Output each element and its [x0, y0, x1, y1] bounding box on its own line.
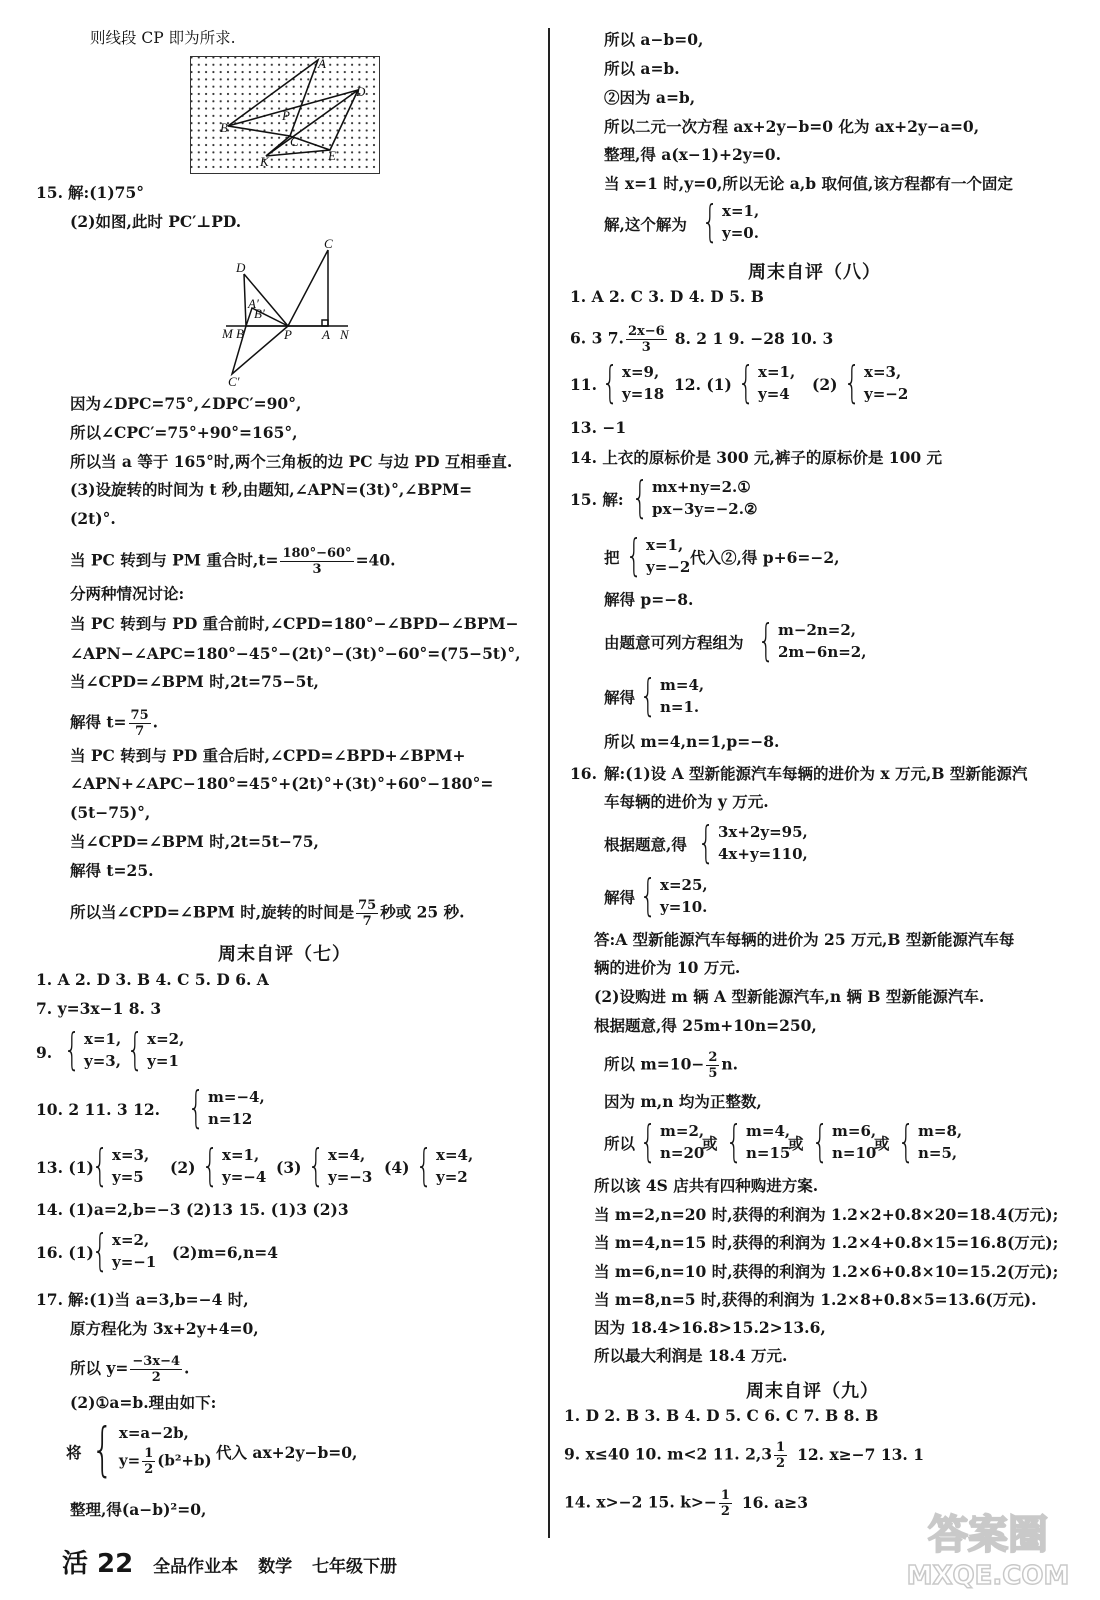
svg-text:D: D [356, 84, 366, 99]
fraction-line: 9. x≤40 10. m<2 11. 2,3 $\frac{1}{2}$ 12. x≥−7 13. 1 [564, 1440, 924, 1471]
text-line: (2)①a=b.理由如下: [70, 1393, 217, 1412]
text-line: 当 PC 转到与 PD 重合后时,∠CPD=∠BPD+∠BPM+ [70, 746, 466, 765]
svg-text:A′: A′ [248, 296, 259, 311]
fraction-line: 所以 y= $\frac{-3x-4}{2}$ . [70, 1354, 190, 1385]
text-line: 当 m=8,n=5 时,获得的利润为 1.2×8+0.8×5=13.6(万元). [594, 1290, 1037, 1309]
answer-line: 14. (1)a=2,b=−3 (2)13 15. (1)3 (2)3 [36, 1200, 349, 1219]
text-line: 所以 a−b=0, [604, 30, 704, 49]
svg-text:E: E [328, 148, 336, 163]
svg-text:D: D [236, 260, 246, 275]
question-number: 16. [570, 764, 597, 783]
svg-text:N: N [340, 327, 349, 342]
answer-line: 13. −1 [570, 418, 627, 437]
answer-line: 14. 上衣的原标价是 300 元,裤子的原标价是 100 元 [570, 448, 943, 467]
text-line: 或 [702, 1134, 718, 1153]
answer-line: 10. 2 11. 3 12. [36, 1100, 161, 1119]
text-line: 或 [874, 1134, 890, 1153]
equation-system: { m=8, n=5, [897, 1116, 963, 1167]
text-line: 根据题意,得 [604, 835, 687, 854]
fraction-line: 当 PC 转到与 PM 重合时,t= $\frac{180^\circ-60^\circ}{3}$ =40. [70, 546, 396, 577]
answer-line: 1. D 2. B 3. B 4. D 5. C 6. C 7. B 8. B [564, 1406, 879, 1425]
equation-system: { mx+ny=2.① px−3y=−2.② [631, 472, 758, 523]
svg-text:MXQE.COM: MXQE.COM [906, 1561, 1070, 1591]
text-line: 所以∠CPC′=75°+90°=165°, [70, 423, 298, 442]
equation-system: { m=2, n=20 [639, 1116, 705, 1167]
svg-text:P: P [284, 327, 292, 342]
text-line: (3)设旋转的时间为 t 秒,由题知,∠APN=(3t)°,∠BPM= [70, 480, 473, 499]
text-line: 解:(1)设 A 型新能源汽车每辆的进价为 x 万元,B 型新能源汽 [604, 764, 1028, 783]
text-line: 所以 m=4,n=1,p=−8. [604, 732, 780, 751]
equation-system: { x=1, y=−4 [201, 1140, 267, 1191]
fraction-line: 14. x>−2 15. k>− $\frac{1}{2}$ 16. a≥3 [564, 1488, 809, 1519]
fraction-line: 所以当∠CPD=∠BPM 时,旋转的时间是 $\frac{75}{7}$ 秒或 25 秒. [70, 898, 465, 929]
page-number: 活 22 [62, 1549, 134, 1579]
text-line: 把 [604, 548, 620, 567]
svg-text:M: M [222, 326, 233, 341]
text-line: 根据题意,得 25m+10n=250, [594, 1016, 817, 1035]
answer-line: 16. (1) [36, 1243, 94, 1262]
question-number: 15. 解: [570, 490, 624, 509]
text-line: 则线段 CP 即为所求. [90, 29, 236, 47]
answer-line: 1. A 2. C 3. D 4. D 5. B [570, 287, 764, 306]
fraction-line: 解得 t= $\frac{75}{7}$ . [70, 708, 159, 739]
text-line: 因为 m,n 均为正整数, [604, 1092, 762, 1111]
text-line: 由题意可列方程组为 [604, 633, 744, 652]
watermark-logo [888, 1500, 1088, 1592]
question-number: 15. [36, 183, 63, 202]
section-heading: 周末自评（七） [218, 944, 351, 965]
text-line: 所以 a=b. [604, 59, 680, 78]
svg-text:C: C [290, 134, 299, 149]
equation-system: { x=3, y=−2 [843, 357, 909, 408]
svg-text:答案圈: 答案圈 [928, 1512, 1048, 1558]
text-line: 解:(1)75° [68, 183, 144, 202]
svg-text:C′: C′ [228, 374, 240, 388]
fraction-line: 6. 3 7. $\frac{2x-6}{3}$ 8. 2 1 9. −28 10. 3 [570, 324, 834, 355]
text-line: 所以最大利润是 18.4 万元. [594, 1346, 788, 1365]
equation-system: { m=−4, n=12 [187, 1082, 265, 1133]
question-number: 17. [36, 1290, 63, 1309]
text-line: 解得 p=−8. [604, 590, 694, 609]
text-line: ∠APN−∠APC=180°−45°−(2t)°−(3t)°−60°=(75−5t)°, [70, 644, 521, 663]
question-number: 11. [570, 375, 597, 394]
text-line: 所以该 4S 店共有四种购进方案. [594, 1176, 819, 1195]
triangle-figure [222, 238, 362, 388]
answer-label: (2) [170, 1158, 196, 1177]
text-line: ∠APN+∠APC−180°=45°+(2t)°+(3t)°+60°−180°= [70, 774, 494, 793]
text-line: 代入②,得 p+6=−2, [690, 548, 840, 567]
text-line: (2)如图,此时 PC′⊥PD. [70, 212, 242, 231]
text-line: 将 [66, 1443, 82, 1462]
equation-system: { x=25, y=10. [639, 870, 708, 921]
svg-text:A: A [318, 56, 326, 71]
svg-text:B: B [236, 326, 244, 341]
svg-text:P: P [282, 108, 290, 123]
svg-text:B′: B′ [254, 306, 265, 321]
text-line: 当∠CPD=∠BPM 时,2t=5t−75, [70, 832, 319, 851]
text-line: 解:(1)当 a=3,b=−4 时, [68, 1290, 249, 1309]
text-line: 所以 [604, 1134, 636, 1153]
answer-line: (2)m=6,n=4 [172, 1243, 279, 1262]
text-line: 或 [788, 1134, 804, 1153]
equation-system: { x=3, y=5 [91, 1140, 150, 1191]
text-line: (2)设购进 m 辆 A 型新能源汽车,n 辆 B 型新能源汽车. [594, 987, 985, 1006]
section-heading: 周末自评（九） [746, 1381, 879, 1402]
equation-system: { x=4, y=−3 [307, 1140, 373, 1191]
answer-label: (2) [812, 375, 838, 394]
text-line: ②因为 a=b, [604, 88, 696, 107]
equation-system: { x=9, y=18 [601, 357, 665, 408]
answer-line: 1. A 2. D 3. B 4. C 5. D 6. A [36, 970, 269, 989]
column-divider [548, 28, 550, 1538]
text-line: 当∠CPD=∠BPM 时,2t=75−5t, [70, 672, 319, 691]
question-number: 9. [36, 1043, 53, 1062]
grid-figure [190, 56, 380, 174]
equation-system: { m−2n=2, 2m−6n=2, [757, 615, 867, 666]
grade: 七年级下册 [312, 1557, 397, 1577]
answer-line: 13. (1) [36, 1158, 94, 1177]
text-line: 辆的进价为 10 万元. [594, 958, 741, 977]
text-line: 当 PC 转到与 PD 重合前时,∠CPD=180°−∠BPD−∠BPM− [70, 614, 519, 633]
text-line: 当 m=6,n=10 时,获得的利润为 1.2×6+0.8×10=15.2(万元); [594, 1262, 1059, 1281]
page-footer [62, 1543, 411, 1580]
text-line: 原方程化为 3x+2y+4=0, [70, 1319, 259, 1338]
answer-label: (3) [276, 1158, 302, 1177]
text-line: 代入 ax+2y−b=0, [216, 1443, 358, 1462]
section-heading: 周末自评（八） [748, 262, 881, 283]
text-line: 当 m=2,n=20 时,获得的利润为 1.2×2+0.8×20=18.4(万元); [594, 1205, 1059, 1224]
svg-text:B: B [220, 120, 228, 135]
equation-system: { x=a−2b, y= $\frac{1}{2}$ (b²+b) [91, 1414, 212, 1483]
text-line: 解,这个解为 [604, 215, 687, 234]
equation-system: { m=4, n=15 [725, 1116, 791, 1167]
text-line: 车每辆的进价为 y 万元. [604, 792, 769, 811]
svg-text:K: K [260, 154, 269, 169]
text-line: 解得 [604, 888, 636, 907]
equation-system: { x=4, y=2 [415, 1140, 474, 1191]
text-line: 当 x=1 时,y=0,所以无论 a,b 取何值,该方程都有一个固定 [604, 174, 1013, 193]
answer-label: (4) [384, 1158, 410, 1177]
text-line: 整理,得(a−b)²=0, [70, 1500, 207, 1519]
equation-system: { 3x+2y=95, 4x+y=110, [697, 817, 808, 868]
text-line: 解得 t=25. [70, 861, 154, 880]
text-line: 因为∠DPC=75°,∠DPC′=90°, [70, 394, 302, 413]
text-line: 答:A 型新能源汽车每辆的进价为 25 万元,B 型新能源汽车每 [594, 930, 1015, 949]
answer-line: 12. (1) [674, 375, 732, 394]
text-line: 整理,得 a(x−1)+2y=0. [604, 145, 781, 164]
text-line: 当 m=4,n=15 时,获得的利润为 1.2×4+0.8×15=16.8(万元); [594, 1233, 1059, 1252]
text-line: (5t−75)°, [70, 803, 151, 822]
svg-text:A: A [322, 327, 330, 342]
book-title: 全品作业本 [153, 1557, 239, 1577]
svg-text:C: C [324, 238, 333, 251]
text-line: 所以当 a 等于 165°时,两个三角板的边 PC 与边 PD 互相垂直. [70, 452, 513, 471]
text-line: 解得 [604, 688, 636, 707]
equation-system: { m=6, n=10 [811, 1116, 877, 1167]
equation-system: { x=1, y=3, { x=2, y=1 [63, 1024, 185, 1075]
text-line: 因为 18.4>16.8>15.2>13.6, [594, 1318, 826, 1337]
equation-system: { x=2, y=−1 [91, 1225, 157, 1276]
answer-line: 7. y=3x−1 8. 3 [36, 999, 162, 1018]
text-line: 所以二元一次方程 ax+2y−b=0 化为 ax+2y−a=0, [604, 117, 980, 136]
equation-system: { x=1, y=0. [701, 196, 760, 247]
text-line: (2t)°. [70, 509, 116, 528]
text-line: 分两种情况讨论: [70, 584, 185, 603]
fraction-line: 所以 m=10− $\frac{2}{5}$ n. [604, 1050, 739, 1081]
equation-system: { x=1, y=−2 [625, 530, 691, 581]
equation-system: { m=4, n=1. [639, 670, 705, 721]
subject: 数学 [258, 1557, 293, 1577]
equation-system: { x=1, y=4 [737, 357, 796, 408]
